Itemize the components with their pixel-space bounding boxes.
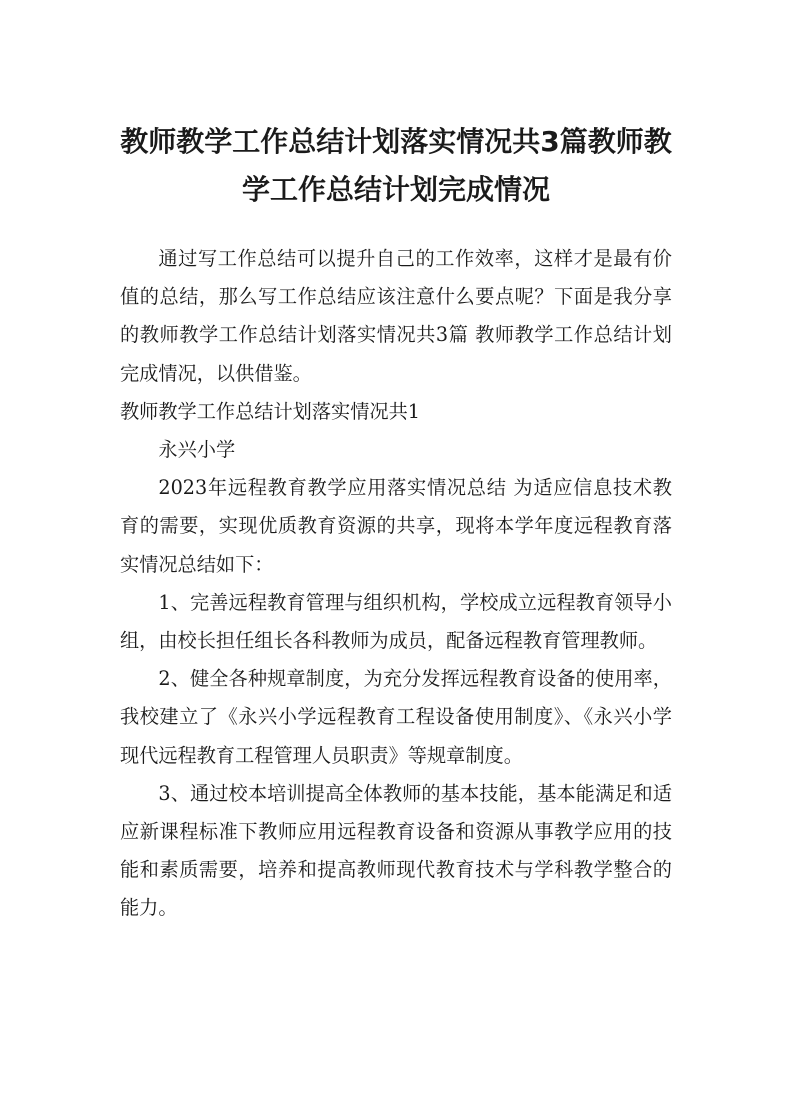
item-3-paragraph: 3、通过校本培训提高全体教师的基本技能，基本能满足和适应新课程标准下教师应用远程教育设备和资源从事教学应用的技能和素质需要，培养和提高教师现代教育技术与学科教学整合的能力。 <box>120 781 672 920</box>
intro-paragraph: 通过写工作总结可以提升自己的工作效率，这样才是最有价值的总结，那么写工作总结应该注意什么要点呢？下面是我分享的教师教学工作总结计划落实情况共3篇 教师教学工作总结计划完成情况，以供借鉴。 <box>120 247 672 385</box>
item-2-paragraph: 2、健全各种规章制度，为充分发挥远程教育设备的使用率，我校建立了《永兴小学远程教育工程设备使用制度》、《永兴小学现代远程教育工程管理人员职责》等规章制度。 <box>120 667 672 767</box>
section-heading: 教师教学工作总结计划落实情况共1 <box>120 399 421 423</box>
document-title: 教师教学工作总结计划落实情况共3篇教师教学工作总结计划完成情况 <box>120 125 672 206</box>
school-name: 永兴小学 <box>158 438 236 462</box>
summary-intro-paragraph: 2023年远程教育教学应用落实情况总结 为适应信息技术教育的需要，实现优质教育资源的共享，现将本学年度远程教育落实情况总结如下： <box>120 476 672 576</box>
item-1-paragraph: 1、完善远程教育管理与组织机构，学校成立远程教育领导小组，由校长担任组长各科教师为成员，配备远程教育管理教师。 <box>120 590 672 653</box>
document-page <box>120 118 672 928</box>
